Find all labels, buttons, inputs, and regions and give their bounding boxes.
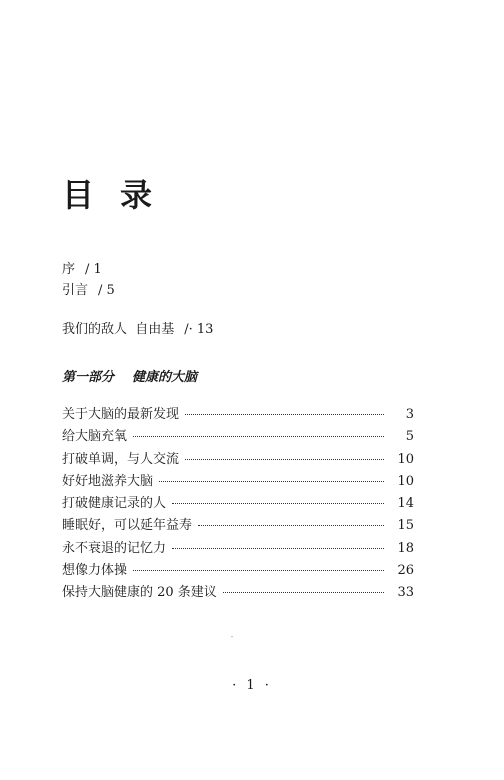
- toc-entry-preface: [62, 262, 102, 278]
- entry-label: 我们的敌人 自由基: [62, 322, 175, 337]
- toc-row-page: 5: [405, 429, 414, 445]
- toc-row-title: 给大脑充氧: [62, 429, 128, 445]
- toc-row-page: 10: [397, 473, 414, 489]
- toc-row-page: 26: [397, 563, 414, 579]
- toc-row-page: 18: [397, 540, 414, 556]
- page-number: · 1 ·: [232, 678, 272, 693]
- title-char-2: 录: [120, 176, 153, 214]
- entry-page: /· 13: [184, 322, 214, 337]
- toc-row: [62, 403, 414, 425]
- scan-speck: [231, 636, 233, 637]
- toc-row-page: 15: [397, 518, 414, 534]
- dot-leader: [223, 592, 384, 593]
- part-prefix: 第一部分: [62, 370, 115, 385]
- dot-leader: [198, 525, 384, 526]
- toc-row-title: 好好地滋养大脑: [62, 473, 154, 489]
- part-name: 健康的大脑: [132, 370, 198, 385]
- dot-leader: [172, 548, 384, 549]
- toc-row-title: 关于大脑的最新发现: [62, 407, 180, 422]
- part-heading: [62, 366, 197, 385]
- dot-leader: [133, 570, 384, 571]
- dot-leader: [185, 414, 384, 415]
- entry-label: 引言: [62, 283, 89, 298]
- toc-row: [62, 559, 414, 581]
- dot-leader: [133, 436, 384, 437]
- entry-page: / 5: [98, 283, 115, 298]
- toc-row-page: 33: [397, 585, 414, 601]
- entry-page: / 1: [85, 262, 102, 277]
- toc-row-title: 想像力体操: [62, 563, 128, 579]
- toc-row-page: 14: [397, 496, 414, 512]
- toc-row: [62, 425, 414, 447]
- toc-row: [62, 514, 414, 536]
- toc-entry-introduction: [62, 283, 115, 299]
- toc-row-title: 保持大脑健康的 20 条建议: [62, 585, 217, 601]
- dot-leader: [159, 481, 384, 482]
- toc-row: [62, 581, 414, 603]
- entry-label: 序: [62, 262, 76, 277]
- toc-list: [62, 403, 414, 604]
- page-title: [62, 170, 152, 216]
- toc-row-title: 睡眠好，可以延年益寿: [62, 518, 193, 534]
- dot-leader: [172, 503, 384, 504]
- toc-row-title: 永不衰退的记忆力: [62, 540, 167, 556]
- toc-row-page: 3: [405, 407, 414, 422]
- dot-leader: [185, 459, 384, 460]
- toc-row: [62, 470, 414, 492]
- toc-row: [62, 492, 414, 514]
- toc-entry-free-radicals: [62, 322, 213, 338]
- toc-row: [62, 537, 414, 559]
- toc-row-page: 10: [397, 451, 414, 467]
- toc-row-title: 打破单调，与人交流: [62, 451, 180, 467]
- toc-row: [62, 448, 414, 470]
- title-char-1: 目: [62, 176, 95, 214]
- toc-row-title: 打破健康记录的人: [62, 496, 167, 512]
